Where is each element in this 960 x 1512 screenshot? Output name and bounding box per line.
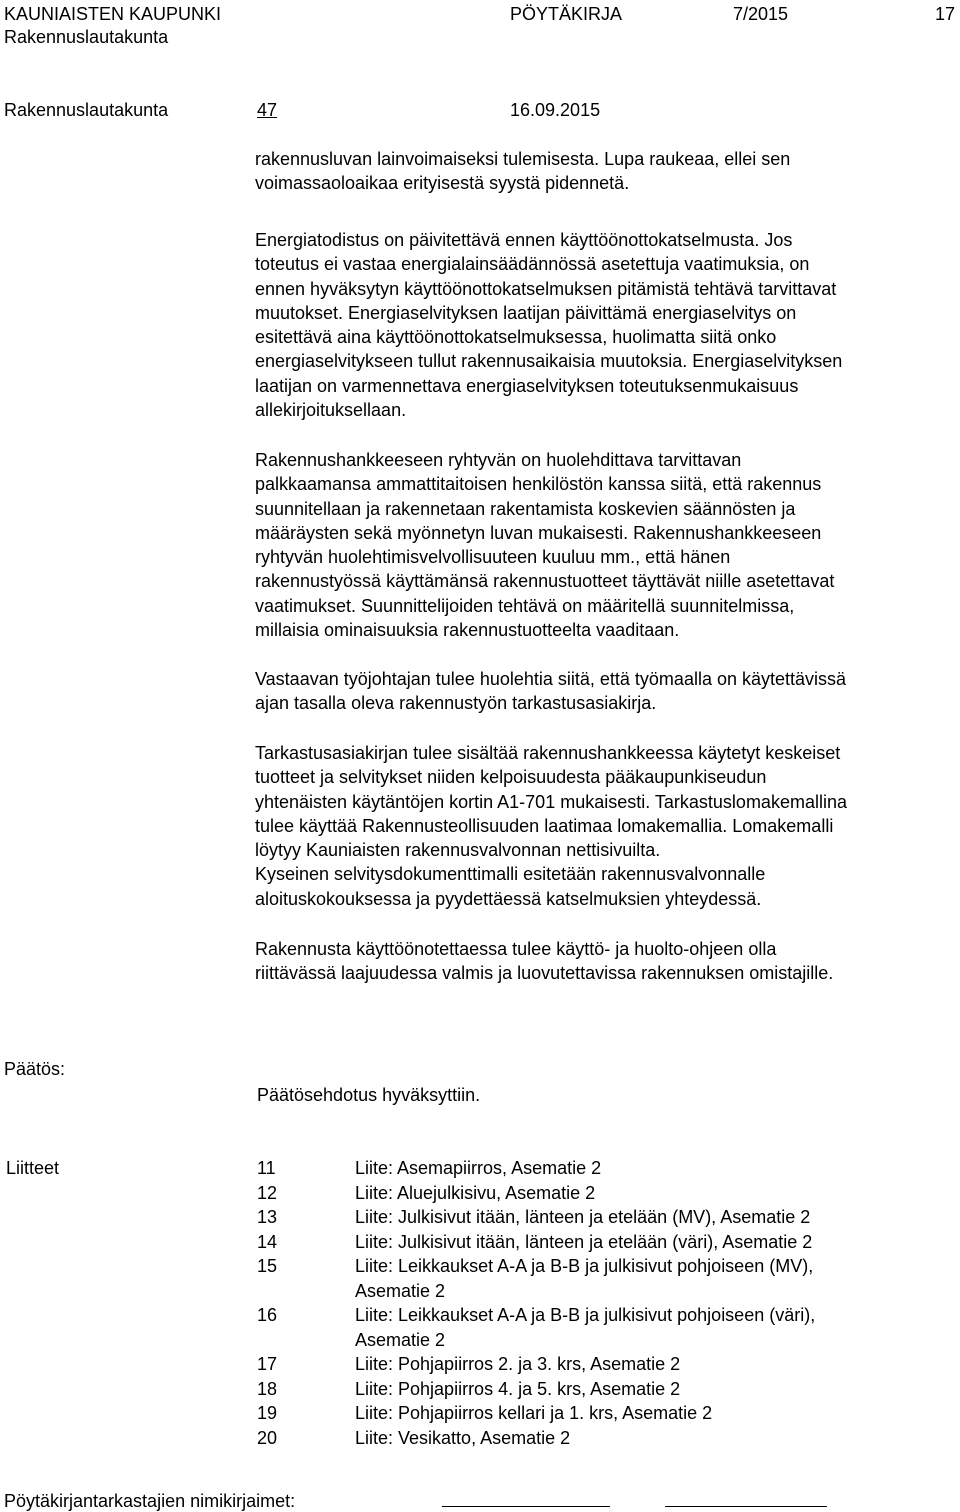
section-date: 16.09.2015: [510, 100, 601, 120]
attachment-title: Liite: Leikkaukset A-A ja B-B ja julkisivut pohjoiseen (MV),: [355, 1256, 814, 1276]
paragraph-line: muutokset. Energiaselvityksen laatijan päivittämä energiaselvitys on: [255, 302, 797, 323]
paragraph-line: Vastaavan työjohtajan tulee huolehtia siitä, että työmaalla on käytettävissä: [255, 669, 847, 689]
paragraph: [255, 228, 960, 422]
attachment-title: Liite: Aluejulkisivu, Asematie 2: [355, 1182, 596, 1203]
paragraph-line: riittävässä laajuudessa valmis ja luovutettavissa rakennuksen omistajille.: [255, 963, 834, 984]
header-committee: Rakennuslautakunta: [4, 27, 169, 47]
decision-label: Päätös:: [4, 1059, 66, 1079]
paragraph-line: Tarkastusasiakirjan tulee sisältää rakennushankkeessa käytetyt keskeiset: [255, 743, 841, 763]
attachment-number: 13: [257, 1207, 278, 1227]
attachment-title: Liite: Pohjapiirros kellari ja 1. krs, Asematie 2: [355, 1403, 713, 1423]
attachment-number: 12: [257, 1182, 278, 1203]
decision-text: Päätösehdotus hyväksyttiin.: [257, 1085, 481, 1105]
paragraph-line: voimassaoloaikaa erityisestä syystä pidennetä.: [255, 173, 630, 194]
attachment-title: Asematie 2: [355, 1329, 446, 1350]
paragraph-line: ajan tasalla oleva rakennustyön tarkastusasiakirja.: [255, 693, 657, 714]
paragraph-line: Kyseinen selvitysdokumenttimalli esitetään rakennusvalvonnalle: [255, 864, 766, 885]
paragraph-line: laatijan on varmennettava energiaselvityksen toteutuksenmukaisuus: [255, 375, 799, 396]
attachments-label: Liitteet: [6, 1158, 60, 1178]
attachment-number: 15: [257, 1256, 278, 1276]
attachment-title: Asematie 2: [355, 1280, 446, 1301]
paragraph-line: tulee käyttää Rakennusteollisuuden laatimaa lomakemallia. Lomakemalli: [255, 815, 834, 836]
paragraph-line: Energiatodistus on päivitettävä ennen käyttöönottokatselmusta. Jos: [255, 230, 793, 250]
paragraph-line: yhtenäisten käytäntöjen kortin A1-701 mukaisesti. Tarkastuslomakemallina: [255, 791, 847, 812]
attachment-number: 11: [257, 1158, 276, 1178]
paragraph-line: suunnitellaan ja rakennetaan rakentamista koskevien säännösten ja: [255, 498, 796, 519]
paragraph-line: allekirjoituksellaan.: [255, 400, 407, 421]
paragraph-line: Rakennushankkeeseen ryhtyvän on huolehdittava tarvittavan: [255, 450, 742, 470]
paragraph-line: Rakennusta käyttöönotettaessa tulee käyttö- ja huolto-ohjeen olla: [255, 939, 777, 959]
document-type: PÖYTÄKIRJA: [510, 4, 623, 24]
paragraph-line: löytyy Kauniaisten rakennusvalvonnan nettisivuilta.: [255, 840, 661, 861]
attachment-title: Liite: Asemapiirros, Asematie 2: [355, 1158, 602, 1178]
section-committee: Rakennuslautakunta: [4, 100, 169, 120]
paragraph: [255, 741, 960, 911]
attachment-title: Liite: Pohjapiirros 2. ja 3. krs, Asematie 2: [355, 1354, 681, 1374]
paragraph-line: palkkaamansa ammattitaitoisen henkilöstön kanssa siitä, että rakennus: [255, 474, 822, 495]
paragraph: [255, 147, 960, 196]
attachment-number: 16: [257, 1305, 278, 1325]
attachment-title: Liite: Leikkaukset A-A ja B-B ja julkisivut pohjoiseen (väri),: [355, 1305, 816, 1325]
attachment-number: 14: [257, 1231, 278, 1252]
paragraph-line: ennen hyväksytyn käyttöönottokatselmuksen pitämistä tehtävä tarvittavat: [255, 278, 837, 299]
paragraph: [255, 448, 960, 642]
attachment-title: Liite: Julkisivut itään, länteen ja etelään (väri), Asematie 2: [355, 1231, 813, 1252]
attachment-number: 17: [257, 1354, 278, 1374]
attachment-title: Liite: Pohjapiirros 4. ja 5. krs, Asematie 2: [355, 1378, 681, 1399]
attachment-title: Liite: Julkisivut itään, länteen ja etelään (MV), Asematie 2: [355, 1207, 811, 1227]
attachment-title: Liite: Vesikatto, Asematie 2: [355, 1427, 571, 1448]
paragraph-line: rakennusluvan lainvoimaiseksi tulemisesta. Lupa raukeaa, ellei sen: [255, 149, 791, 169]
signature-line-2: [665, 1506, 827, 1507]
section-item-number: 47: [257, 100, 278, 120]
paragraph-line: ryhtyvän huolehtimisvelvollisuuteen kuuluu mm., että hänen: [255, 547, 731, 568]
paragraph-line: toteutus ei vastaa energialainsäädännössä asetettuja vaatimuksia, on: [255, 254, 810, 275]
paragraph: [255, 667, 960, 716]
attachment-number: 20: [257, 1427, 278, 1448]
organization-name: KAUNIAISTEN KAUPUNKI: [4, 4, 222, 24]
paragraph-line: millaisia ominaisuuksia rakennustuotteelta vaaditaan.: [255, 620, 680, 641]
paragraph-line: määräysten sekä myönnetyn luvan mukaisesti. Rakennushankkeeseen: [255, 522, 822, 543]
paragraph-line: vaatimukset. Suunnittelijoiden tehtävä on määritellä suunnitelmissa,: [255, 595, 795, 616]
document-number: 7/2015: [733, 4, 789, 24]
paragraph-line: tuotteet ja selvitykset niiden kelpoisuudesta pääkaupunkiseudun: [255, 767, 767, 788]
page-number: 17: [935, 4, 956, 24]
paragraph-line: aloituskokouksessa ja pyydettäessä katselmuksien yhteydessä.: [255, 888, 762, 909]
paragraph-line: rakennustyössä käyttämänsä rakennustuotteet täyttävät niille asetettavat: [255, 571, 835, 592]
attachment-number: 18: [257, 1378, 278, 1399]
signature-line-1: [442, 1506, 610, 1507]
attachment-number: 19: [257, 1403, 278, 1423]
paragraph-line: energiaselvitykseen tullut rakennusaikaisia muutoksia. Energiaselvityksen: [255, 351, 843, 372]
paragraph: [255, 937, 960, 986]
paragraph-line: esitettävä aina käyttöönottokatselmuksessa, huolimatta siitä onko: [255, 327, 777, 348]
signature-label: Pöytäkirjantarkastajien nimikirjaimet:: [4, 1491, 296, 1511]
